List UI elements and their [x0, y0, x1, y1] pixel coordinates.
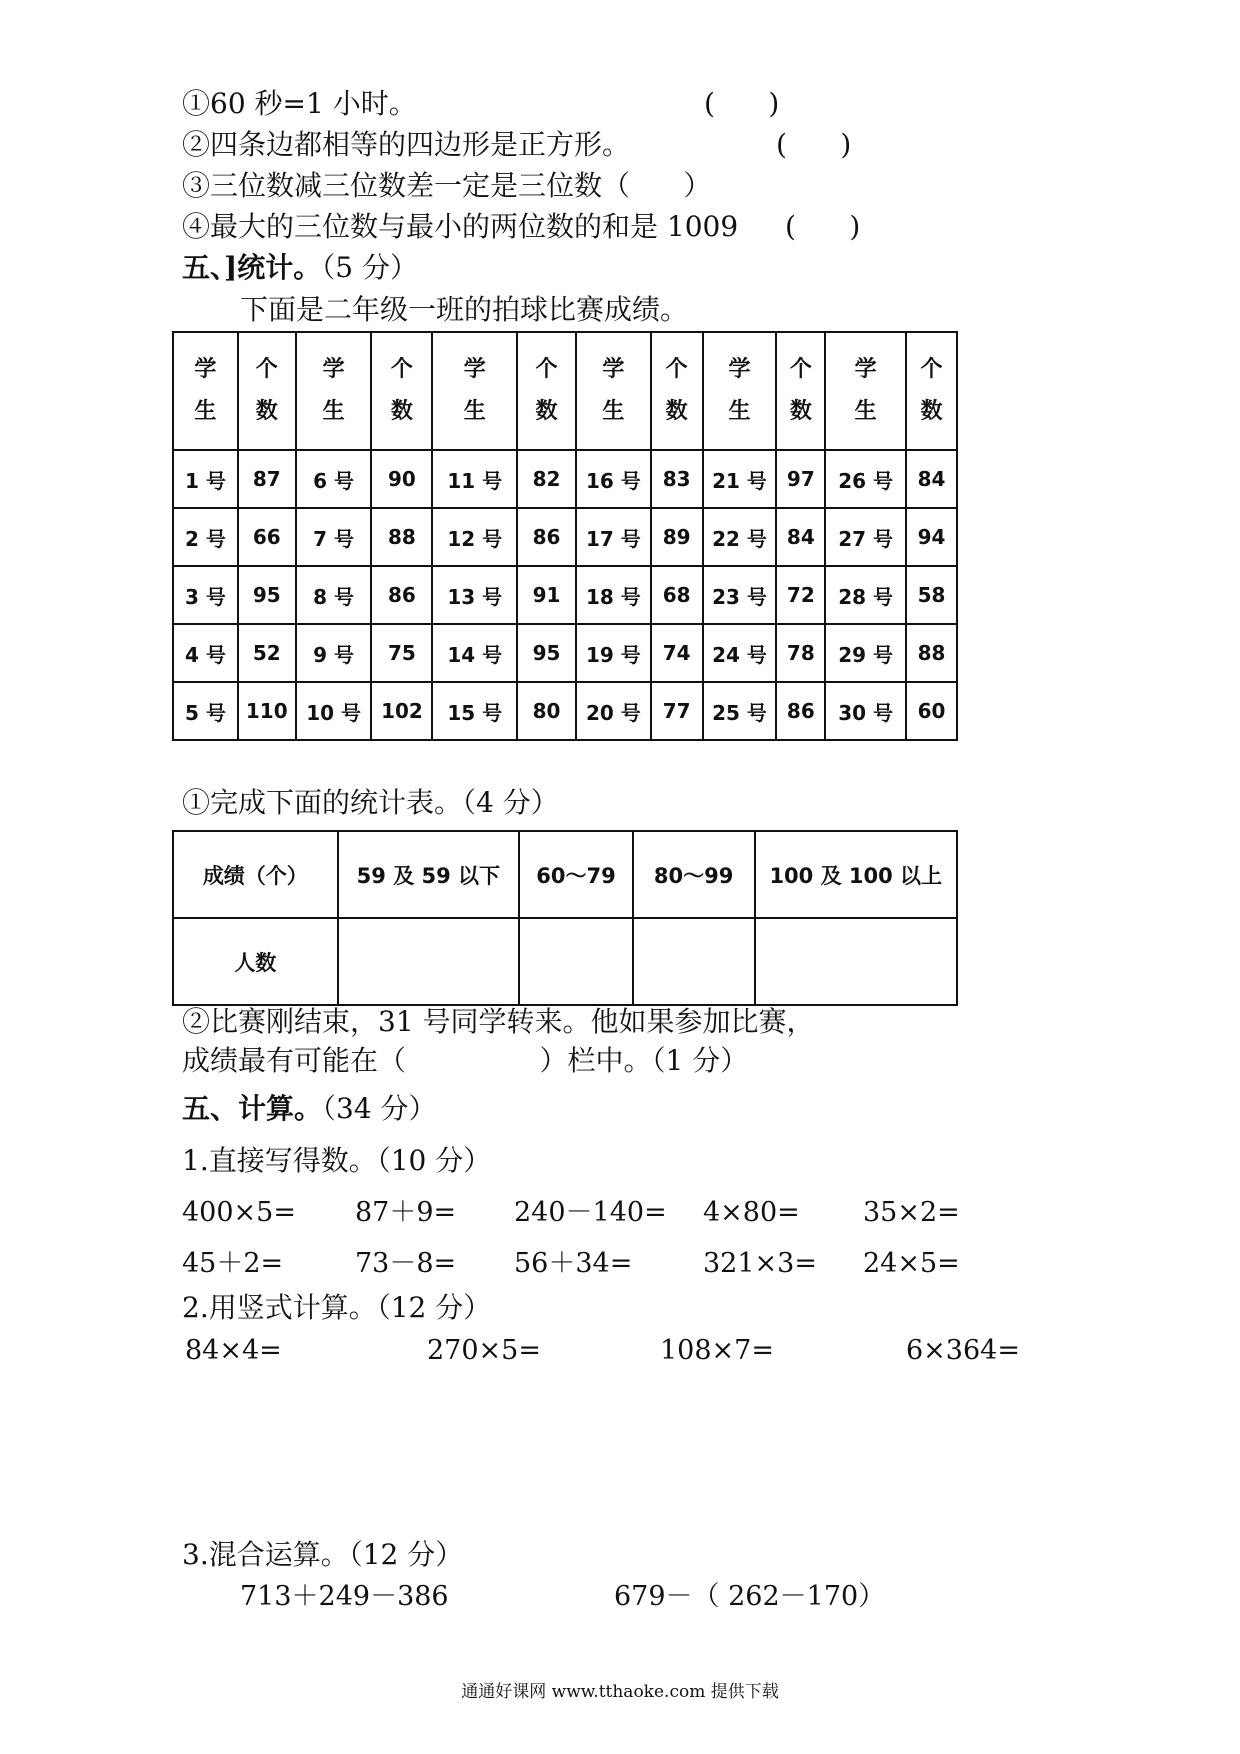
count-cell: 95: [238, 566, 296, 624]
count-cell: 88: [906, 624, 957, 682]
count-cell: 58: [906, 566, 957, 624]
student-number-cell: 14 号: [432, 624, 517, 682]
section-calc-heading: [182, 1091, 437, 1127]
score-row: [173, 682, 957, 740]
section-calc-title: 五、计算。: [182, 1092, 323, 1125]
footer-credit: 通通好课网 www.tthaoke.com 提供下载: [461, 1682, 779, 1702]
student-number-cell: 13 号: [432, 566, 517, 624]
score-header-cell: 个 数: [776, 332, 825, 450]
student-number-cell: 19 号: [576, 624, 651, 682]
count-cell: 78: [776, 624, 825, 682]
student-number-cell: 21 号: [703, 450, 777, 508]
count-cell: 95: [517, 624, 576, 682]
stat-header-cell: 成绩（个）: [173, 831, 338, 918]
count-cell: 60: [906, 682, 957, 740]
judge-item-3: ③三位数减三位数差一定是三位数（ ）: [182, 169, 712, 202]
count-cell: 91: [517, 566, 576, 624]
count-cell: 75: [371, 624, 432, 682]
calc1-item: 24×5=: [863, 1248, 960, 1279]
statistics-table: [172, 830, 958, 1006]
stat-answer-cell[interactable]: [755, 918, 958, 1005]
student-number-cell: 2 号: [173, 508, 238, 566]
student-number-cell: 22 号: [703, 508, 777, 566]
student-number-cell: 16 号: [576, 450, 651, 508]
score-header-row: [173, 332, 957, 450]
score-header-cell: 个 数: [371, 332, 432, 450]
count-cell: 74: [651, 624, 703, 682]
stat-header-cell: 60～79: [519, 831, 633, 918]
student-number-cell: 11 号: [432, 450, 517, 508]
calc1-item: 73－8=: [355, 1248, 457, 1279]
student-number-cell: 8 号: [296, 566, 372, 624]
count-cell: 89: [651, 508, 703, 566]
student-number-cell: 1 号: [173, 450, 238, 508]
student-number-cell: 24 号: [703, 624, 777, 682]
judge-paren-4: ( ): [785, 210, 861, 243]
calc1-item: 400×5=: [182, 1197, 296, 1228]
calc1-item: 321×3=: [703, 1248, 817, 1279]
score-header-cell: 个 数: [517, 332, 576, 450]
score-header-cell: 个 数: [238, 332, 296, 450]
count-cell: 52: [238, 624, 296, 682]
count-cell: 77: [651, 682, 703, 740]
count-cell: 84: [776, 508, 825, 566]
calc3-item: 713＋249－386: [240, 1581, 449, 1612]
calc1-item: 87＋9=: [355, 1197, 457, 1228]
calc1-item: 4×80=: [703, 1197, 800, 1228]
student-number-cell: 6 号: [296, 450, 372, 508]
count-cell: 88: [371, 508, 432, 566]
section-calc-points: （34 分）: [322, 1092, 437, 1125]
student-number-cell: 3 号: [173, 566, 238, 624]
student-number-cell: 25 号: [703, 682, 777, 740]
count-cell: 97: [776, 450, 825, 508]
score-row: [173, 566, 957, 624]
question-complete-table: ①完成下面的统计表。（4 分）: [182, 786, 559, 819]
count-cell: 84: [906, 450, 957, 508]
statistics-count-row: [173, 918, 957, 1005]
student-number-cell: 12 号: [432, 508, 517, 566]
count-cell: 102: [371, 682, 432, 740]
score-header-cell: 学 生: [576, 332, 651, 450]
student-number-cell: 23 号: [703, 566, 777, 624]
count-cell: 94: [906, 508, 957, 566]
judge-item-4: ④最大的三位数与最小的两位数的和是 1009: [182, 210, 739, 243]
question-new-student-line2: 成绩最有可能在（ ）栏中。（1 分）: [182, 1044, 749, 1077]
score-header-cell: 学 生: [432, 332, 517, 450]
calc2-item: 108×7=: [660, 1335, 774, 1366]
score-header-cell: 个 数: [651, 332, 703, 450]
count-cell: 86: [517, 508, 576, 566]
judge-item-2: ②四条边都相等的四边形是正方形。: [182, 128, 631, 161]
student-number-cell: 5 号: [173, 682, 238, 740]
calc2-item: 6×364=: [906, 1335, 1020, 1366]
statistics-header-row: [173, 831, 957, 918]
count-cell: 87: [238, 450, 296, 508]
stat-header-cell: 80～99: [633, 831, 755, 918]
score-header-cell: 学 生: [703, 332, 777, 450]
count-cell: 82: [517, 450, 576, 508]
stat-header-cell: 59 及 59 以下: [338, 831, 519, 918]
student-number-cell: 7 号: [296, 508, 372, 566]
judge-item-1: ①60 秒=1 小时。: [182, 87, 417, 120]
calc1-item: 45＋2=: [182, 1248, 284, 1279]
calc1-item: 35×2=: [863, 1197, 960, 1228]
student-number-cell: 26 号: [825, 450, 906, 508]
score-table: [172, 331, 958, 741]
student-number-cell: 20 号: [576, 682, 651, 740]
count-cell: 110: [238, 682, 296, 740]
student-number-cell: 29 号: [825, 624, 906, 682]
count-cell: 72: [776, 566, 825, 624]
calc3-title: 3.混合运算。（12 分）: [182, 1538, 464, 1571]
score-row: [173, 450, 957, 508]
calc2-item: 84×4=: [185, 1335, 282, 1366]
score-row: [173, 624, 957, 682]
student-number-cell: 18 号: [576, 566, 651, 624]
score-row: [173, 508, 957, 566]
stat-header-cell: 100 及 100 以上: [755, 831, 958, 918]
count-cell: 80: [517, 682, 576, 740]
section-statistics-heading: [182, 250, 418, 286]
count-cell: 86: [371, 566, 432, 624]
student-number-cell: 17 号: [576, 508, 651, 566]
student-number-cell: 27 号: [825, 508, 906, 566]
section-statistics-points: （5 分）: [321, 251, 418, 284]
score-header-cell: 个 数: [906, 332, 957, 450]
student-number-cell: 15 号: [432, 682, 517, 740]
count-cell: 90: [371, 450, 432, 508]
stat-answer-cell[interactable]: [633, 918, 755, 1005]
score-header-cell: 学 生: [825, 332, 906, 450]
statistics-intro: 下面是二年级一班的拍球比赛成绩。: [240, 293, 689, 326]
score-header-cell: 学 生: [296, 332, 372, 450]
stat-answer-cell[interactable]: [338, 918, 519, 1005]
section-statistics-title: 五、]统计。: [182, 251, 322, 284]
count-cell: 66: [238, 508, 296, 566]
calc1-title: 1.直接写得数。（10 分）: [182, 1144, 492, 1177]
count-cell: 68: [651, 566, 703, 624]
count-cell: 83: [651, 450, 703, 508]
student-number-cell: 4 号: [173, 624, 238, 682]
score-header-cell: 学 生: [173, 332, 238, 450]
question-new-student-line1: ②比赛刚结束，31 号同学转来。他如果参加比赛，: [182, 1005, 815, 1038]
student-number-cell: 10 号: [296, 682, 372, 740]
calc2-item: 270×5=: [427, 1335, 541, 1366]
stat-row-label: 人数: [173, 918, 338, 1005]
judge-paren-2: ( ): [776, 128, 852, 161]
calc3-item: 679－（ 262－170）: [614, 1581, 886, 1612]
count-cell: 86: [776, 682, 825, 740]
student-number-cell: 9 号: [296, 624, 372, 682]
stat-answer-cell[interactable]: [519, 918, 633, 1005]
calc1-item: 56＋34=: [514, 1248, 633, 1279]
calc2-title: 2.用竖式计算。（12 分）: [182, 1291, 492, 1324]
student-number-cell: 30 号: [825, 682, 906, 740]
calc1-item: 240－140=: [514, 1197, 667, 1228]
student-number-cell: 28 号: [825, 566, 906, 624]
judge-paren-1: ( ): [704, 87, 780, 120]
